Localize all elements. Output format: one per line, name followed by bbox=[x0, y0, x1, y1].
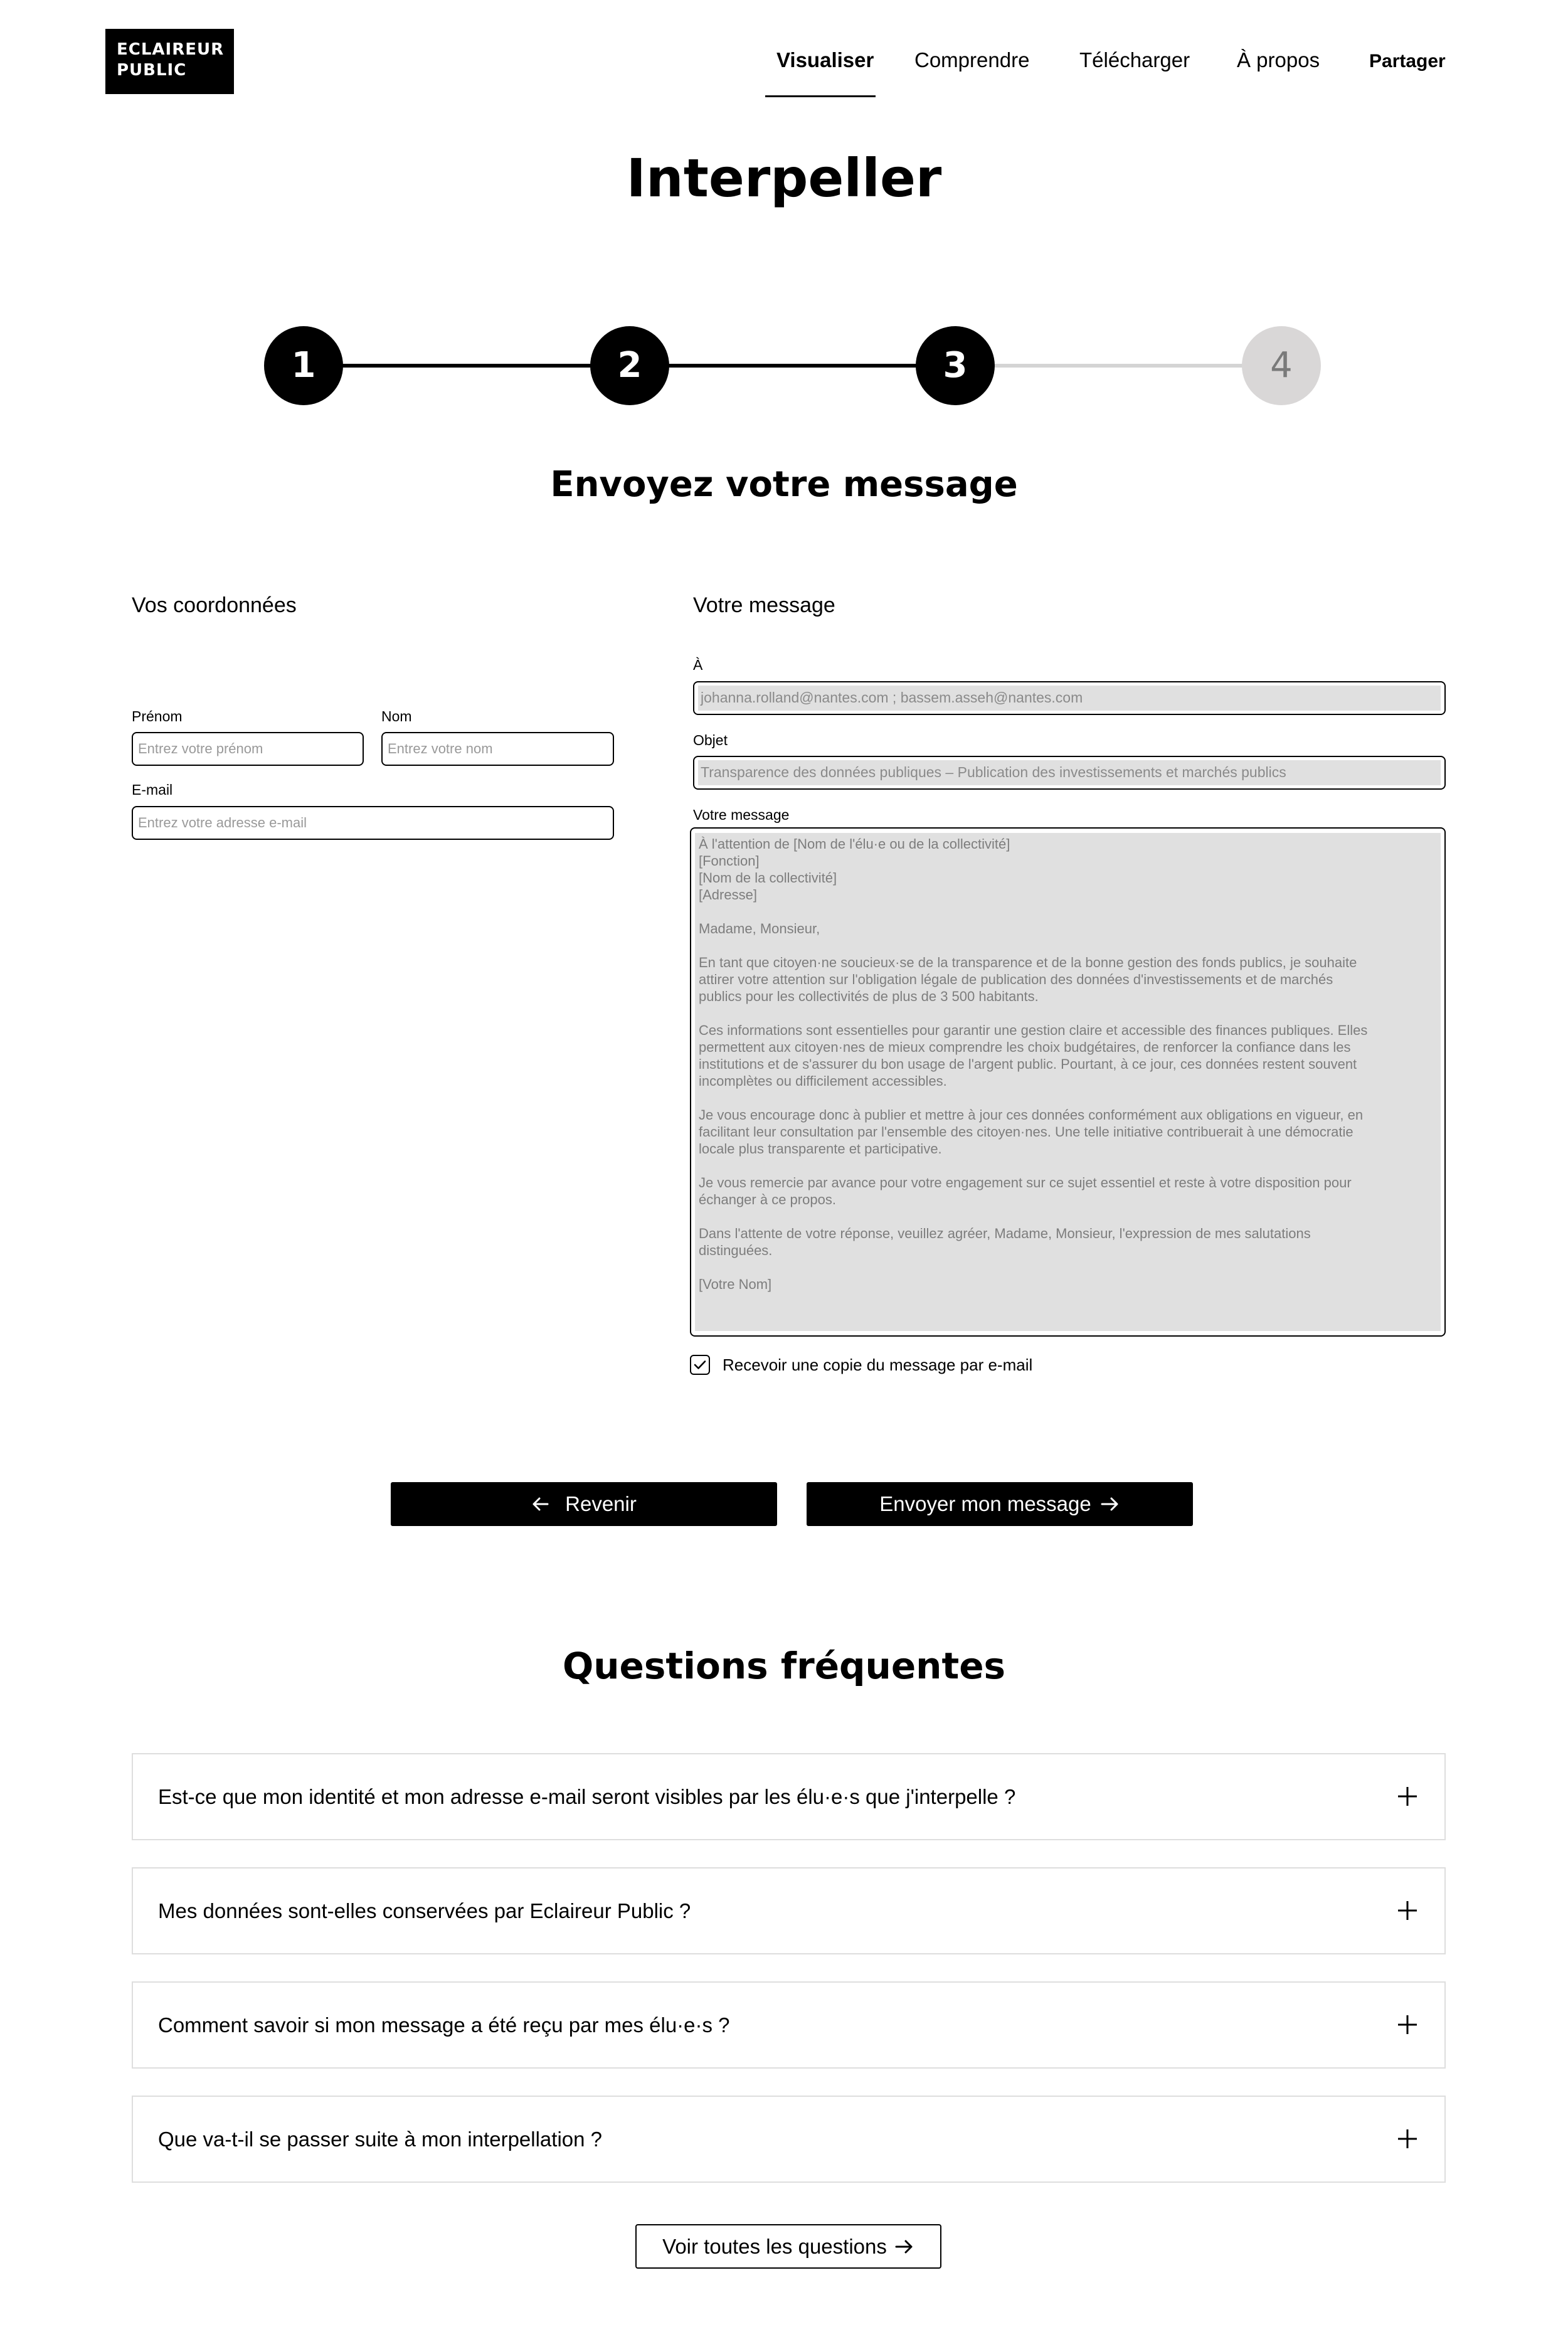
plus-icon bbox=[1397, 2014, 1418, 2035]
message-body-line: [Nom de la collectivité] bbox=[699, 870, 837, 886]
message-body-line: échanger à ce propos. bbox=[699, 1192, 836, 1207]
faq-question: Mes données sont-elles conservées par Eclaireur Public ? bbox=[158, 1899, 691, 1922]
message-body-line: À l'attention de [Nom de l'élu·e ou de la collectivité] bbox=[699, 836, 1010, 852]
section-title: Envoyez votre message bbox=[550, 464, 1018, 505]
message-body-label: Votre message bbox=[693, 807, 790, 823]
message-body-line: permettent aux citoyen·nes de mieux comprendre les choix budgétaires, de renforcer la confiance dans les bbox=[699, 1039, 1351, 1055]
message-body-line: [Fonction] bbox=[699, 853, 760, 869]
message-body-line: [Votre Nom] bbox=[699, 1276, 772, 1292]
nav-active-underline bbox=[765, 95, 876, 97]
message-body-line bbox=[699, 903, 1437, 920]
subject-field[interactable] bbox=[693, 756, 1446, 790]
message-body-line bbox=[699, 1089, 1437, 1106]
first-name-label: Prénom bbox=[132, 708, 183, 724]
plus-icon bbox=[1397, 1900, 1418, 1921]
message-body-line: distinguées. bbox=[699, 1243, 773, 1258]
faq-question: Que va-t-il se passer suite à mon interpellation ? bbox=[158, 2128, 603, 2151]
back-button[interactable] bbox=[391, 1482, 777, 1526]
message-body-line: Madame, Monsieur, bbox=[699, 921, 820, 936]
page-title: Interpeller bbox=[626, 147, 942, 209]
nav-comprendre[interactable]: Comprendre bbox=[914, 48, 1030, 72]
message-body-line bbox=[699, 1005, 1437, 1022]
nav-visualiser[interactable]: Visualiser bbox=[776, 48, 874, 72]
send-button-label: Envoyer mon message bbox=[879, 1492, 1091, 1515]
step-4: 4 bbox=[1242, 326, 1321, 405]
logo-line-2: PUBLIC bbox=[117, 61, 187, 80]
arrow-right-icon bbox=[1100, 1495, 1120, 1513]
stepper-connector-3 bbox=[991, 364, 1267, 368]
message-body-line: incomplètes ou difficilement accessibles. bbox=[699, 1073, 947, 1089]
message-body-line bbox=[699, 1208, 1437, 1225]
back-button-label: Revenir bbox=[565, 1492, 637, 1515]
message-body-line: Je vous remercie par avance pour votre engagement sur ce sujet essentiel et reste à votre disposition pour bbox=[699, 1175, 1352, 1190]
send-button[interactable] bbox=[807, 1482, 1193, 1526]
check-icon bbox=[691, 1356, 709, 1374]
copy-checkbox[interactable] bbox=[690, 1355, 710, 1375]
share-button[interactable]: Partager bbox=[1369, 51, 1446, 72]
subject-label: Objet bbox=[693, 732, 728, 748]
step-2: 2 bbox=[590, 326, 669, 405]
message-body-line: publics pour les collectivités de plus de 3 500 habitants. bbox=[699, 989, 1039, 1004]
copy-checkbox-label[interactable]: Recevoir une copie du message par e-mail bbox=[723, 1355, 1033, 1374]
message-body-line bbox=[699, 1259, 1437, 1276]
message-body-line: En tant que citoyen·ne soucieux·se de la transparence et de la bonne gestion des fonds publics, je souhaite bbox=[699, 955, 1357, 970]
message-body-line: Dans l'attente de votre réponse, veuillez agréer, Madame, Monsieur, l'expression de mes salutations bbox=[699, 1226, 1311, 1241]
message-body-line: facilitant leur consultation par l'ensemble des citoyen·nes. Une telle initiative contribuerait à une démocratie bbox=[699, 1124, 1353, 1140]
message-body-content bbox=[695, 833, 1441, 1331]
stepper-connector-1 bbox=[339, 364, 615, 368]
stepper-connector-2 bbox=[665, 364, 941, 368]
message-body-line: [Adresse] bbox=[699, 887, 757, 903]
faq-title: Questions fréquentes bbox=[562, 1645, 1006, 1687]
faq-item[interactable] bbox=[132, 1753, 1446, 1840]
nav-telecharger[interactable]: Télécharger bbox=[1079, 48, 1190, 72]
see-all-questions-button[interactable] bbox=[635, 2224, 941, 2269]
subject-field-value: Transparence des données publiques – Publication des investissements et marchés publics bbox=[698, 760, 1441, 785]
contact-section-title: Vos coordonnées bbox=[132, 593, 297, 617]
step-3: 3 bbox=[916, 326, 995, 405]
faq-item[interactable] bbox=[132, 1867, 1446, 1954]
message-body-line: institutions et de s'assurer du bon usage de l'argent public. Pourtant, à ce jour, ces données restent souvent bbox=[699, 1056, 1357, 1072]
message-body-line bbox=[699, 937, 1437, 954]
last-name-input[interactable]: Entrez votre nom bbox=[381, 732, 614, 766]
message-body-line: attirer votre attention sur l'obligation légale de publication des données d'investissements et de marchés bbox=[699, 972, 1333, 987]
faq-item[interactable] bbox=[132, 1981, 1446, 2069]
faq-question: Comment savoir si mon message a été reçu par mes élu·e·s ? bbox=[158, 2013, 730, 2037]
faq-question: Est-ce que mon identité et mon adresse e-mail seront visibles par les élu·e·s que j'interpelle ? bbox=[158, 1785, 1016, 1808]
to-field-value: johanna.rolland@nantes.com ; bassem.asseh@nantes.com bbox=[698, 686, 1441, 711]
message-body-textarea[interactable] bbox=[690, 827, 1446, 1337]
arrow-left-icon bbox=[531, 1495, 550, 1513]
message-body-line bbox=[699, 1157, 1437, 1174]
plus-icon bbox=[1397, 1786, 1418, 1807]
faq-item[interactable] bbox=[132, 2096, 1446, 2183]
logo-line-1: ECLAIREUR bbox=[117, 40, 225, 59]
see-all-questions-label: Voir toutes les questions bbox=[662, 2234, 887, 2258]
message-section-title: Votre message bbox=[693, 593, 835, 617]
email-label: E-mail bbox=[132, 782, 173, 798]
last-name-label: Nom bbox=[381, 708, 412, 724]
message-body-line: Ces informations sont essentielles pour garantir une gestion claire et accessible des finances publiques. Elles bbox=[699, 1022, 1368, 1038]
first-name-input[interactable]: Entrez votre prénom bbox=[132, 732, 364, 766]
to-label: À bbox=[693, 657, 703, 673]
plus-icon bbox=[1397, 2128, 1418, 2149]
message-body-line: locale plus transparente et participative. bbox=[699, 1141, 942, 1157]
site-logo[interactable] bbox=[105, 29, 234, 94]
nav-a-propos[interactable]: À propos bbox=[1237, 48, 1320, 72]
email-input[interactable]: Entrez votre adresse e-mail bbox=[132, 806, 614, 840]
message-body-line: Je vous encourage donc à publier et mettre à jour ces données conformément aux obligations en vigueur, en bbox=[699, 1107, 1364, 1123]
step-1: 1 bbox=[264, 326, 343, 405]
to-field[interactable] bbox=[693, 681, 1446, 715]
arrow-right-icon bbox=[894, 2237, 914, 2256]
